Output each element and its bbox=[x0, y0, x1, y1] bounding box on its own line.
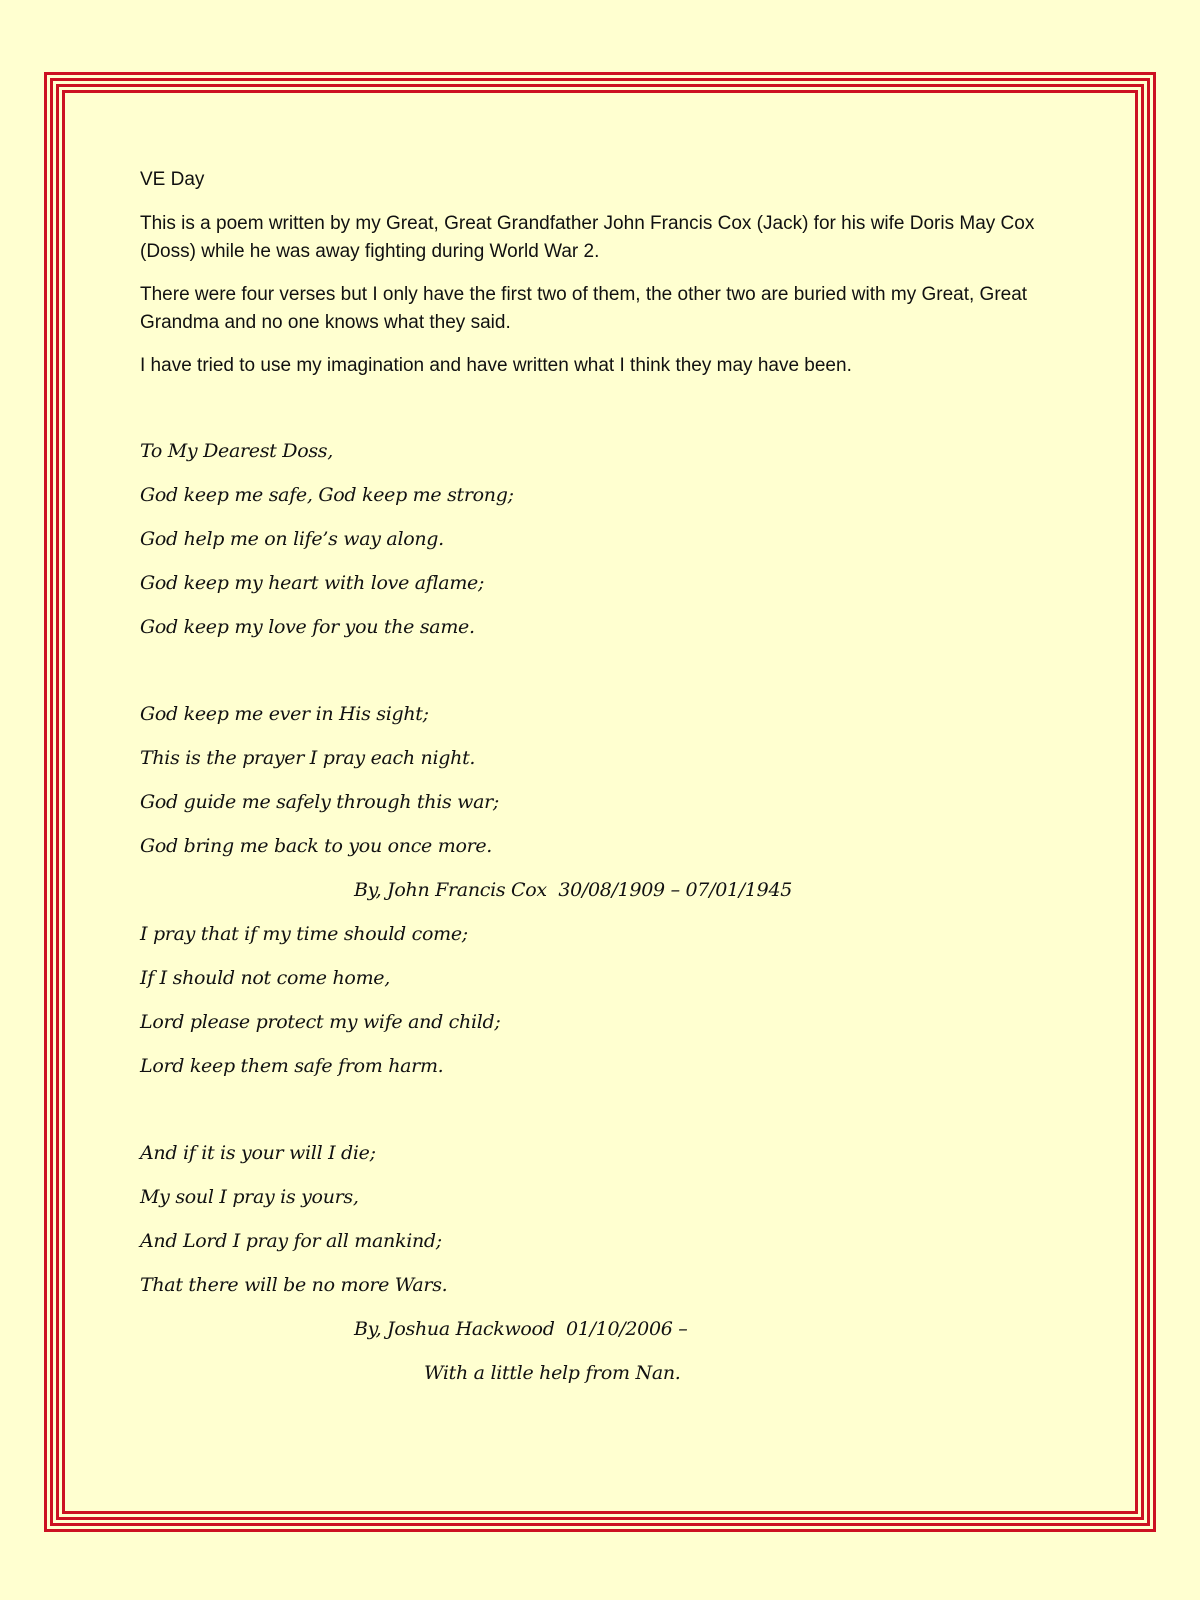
intro-paragraph-2: There were four verses but I only have the first two of them, the other two are buried with my Great, Great Grandma and no one knows what they said. bbox=[140, 284, 1028, 333]
poem-line: God keep me ever in His sight; bbox=[140, 703, 429, 725]
poem-line: Lord keep them safe from harm. bbox=[140, 1055, 444, 1077]
signature-original-author: By, John Francis Cox 30/08/1909 – 07/01/1945 bbox=[354, 879, 793, 901]
poem-line: And if it is your will I die; bbox=[140, 1142, 376, 1164]
poem-line: My soul I pray is yours, bbox=[140, 1186, 359, 1208]
intro-paragraph-3: I have tried to use my imagination and have written what I think they may have been. bbox=[140, 355, 852, 376]
poem-line: Lord please protect my wife and child; bbox=[140, 1011, 501, 1033]
poem-salutation: To My Dearest Doss, bbox=[140, 440, 333, 462]
poem-line: God bring me back to you once more. bbox=[140, 835, 493, 857]
poem-line: If I should not come home, bbox=[140, 967, 390, 989]
poem-line: And Lord I pray for all mankind; bbox=[140, 1230, 442, 1252]
intro-paragraph-1: This is a poem written by my Great, Great Grandfather John Francis Cox (Jack) for his wife Doris May Cox (Doss) while he was away fighting during World War 2. bbox=[140, 213, 1035, 262]
poem-line: God help me on life’s way along. bbox=[140, 528, 444, 550]
document-title: VE Day bbox=[140, 169, 205, 190]
poem-line: God keep my love for you the same. bbox=[140, 616, 475, 638]
poem-line: God keep me safe, God keep me strong; bbox=[140, 484, 514, 506]
signature-note: With a little help from Nan. bbox=[424, 1362, 681, 1384]
poem-line: I pray that if my time should come; bbox=[140, 923, 468, 945]
poem-line: That there will be no more Wars. bbox=[140, 1274, 448, 1296]
poem-line: God keep my heart with love aflame; bbox=[140, 572, 485, 594]
signature-new-author: By, Joshua Hackwood 01/10/2006 – bbox=[354, 1318, 688, 1340]
poem-line: God guide me safely through this war; bbox=[140, 791, 500, 813]
poem-line: This is the prayer I pray each night. bbox=[140, 747, 476, 769]
